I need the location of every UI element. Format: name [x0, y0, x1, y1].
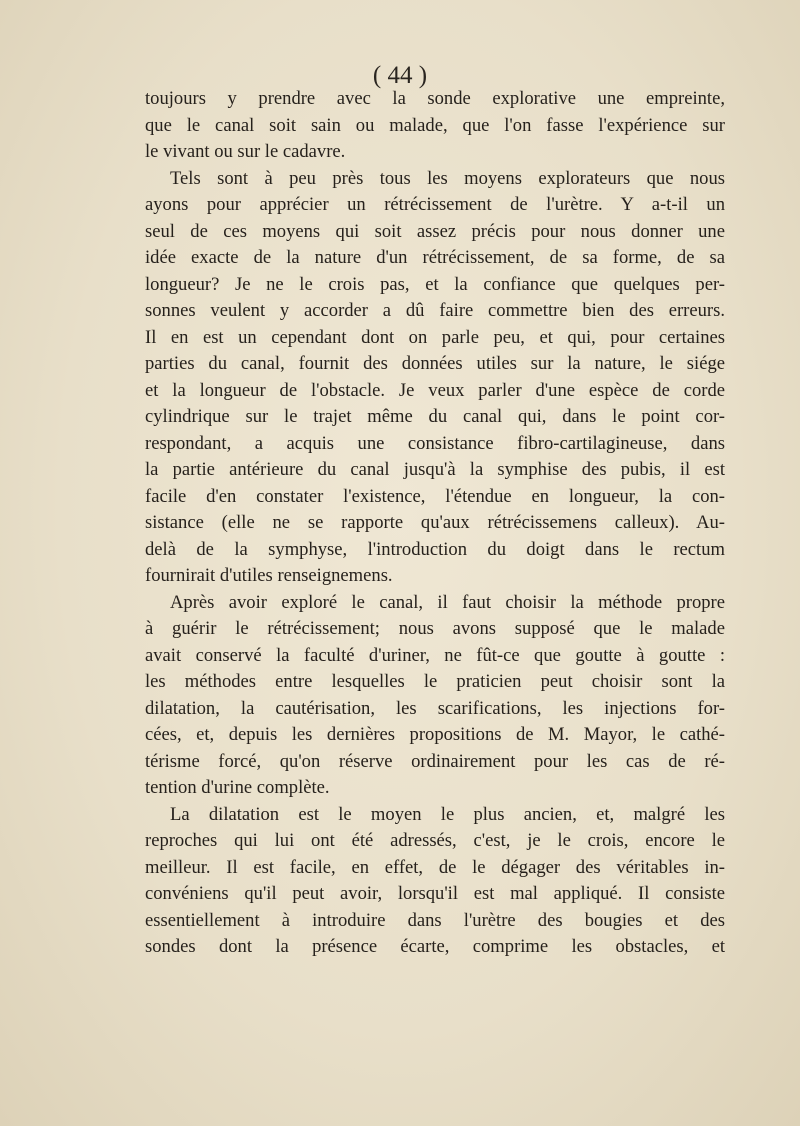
body-text — [145, 86, 725, 961]
text-line: sonnes veulent y accorder a dû faire commettre bien des erreurs. — [145, 300, 725, 321]
text-line: delà de la symphyse, l'introduction du doigt dans le rectum — [145, 538, 725, 560]
text-line: térisme forcé, qu'on réserve ordinairement pour les cas de ré- — [145, 750, 725, 772]
text-line: toujours y prendre avec la sonde explorative une empreinte, — [145, 88, 725, 109]
text-line: essentiellement à introduire dans l'urètre des bougies et des — [145, 909, 725, 931]
text-line: le vivant ou sur le cadavre. — [145, 141, 346, 162]
text-line: cylindrique sur le trajet même du canal qui, dans le point cor- — [145, 406, 725, 427]
text-line: longueur? Je ne le crois pas, et la confiance que quelques per- — [145, 273, 725, 295]
text-line: sistance (elle ne se rapporte qu'aux rétrécissemens calleux). Au- — [145, 512, 725, 533]
text-line: parties du canal, fournit des données utiles sur la nature, le siége — [145, 353, 725, 374]
text-line: reproches qui lui ont été adressés, c'est, je le crois, encore le — [145, 830, 725, 851]
text-line: les méthodes entre lesquelles le praticien peut choisir sont la — [145, 671, 725, 692]
text-line: facile d'en constater l'existence, l'étendue en longueur, la con- — [145, 485, 725, 507]
text-line: Il en est un cependant dont on parle peu, et qui, pour certaines — [145, 326, 725, 348]
text-line: fournirait d'utiles renseignemens. — [145, 565, 393, 586]
text-line: cées, et, depuis les dernières propositions de M. Mayor, le cathé- — [145, 724, 725, 745]
text-line: que le canal soit sain ou malade, que l'on fasse l'expérience sur — [145, 114, 725, 136]
text-line: avait conservé la faculté d'uriner, ne fût-ce que goutte à goutte : — [145, 644, 725, 666]
paragraph-start-line: Tels sont à peu près tous les moyens explorateurs que nous — [170, 167, 725, 189]
text-line: et la longueur de l'obstacle. Je veux parler d'une espèce de corde — [145, 379, 725, 401]
paragraph-start-line: La dilatation est le moyen le plus ancien, et, malgré les — [170, 803, 725, 825]
text-line: tention d'urine complète. — [145, 777, 330, 798]
text-line: à guérir le rétrécissement; nous avons supposé que le malade — [145, 618, 725, 639]
page-number: ( 44 ) — [372, 62, 428, 89]
text-line: ayons pour apprécier un rétrécissement de l'urètre. Y a-t-il un — [145, 194, 725, 215]
text-line: la partie antérieure du canal jusqu'à la symphise des pubis, il est — [145, 459, 725, 480]
text-line: idée exacte de la nature d'un rétrécissement, de sa forme, de sa — [145, 247, 725, 268]
text-line: meilleur. Il est facile, en effet, de le dégager des véritables in- — [145, 856, 725, 878]
paragraph-start-line: Après avoir exploré le canal, il faut choisir la méthode propre — [170, 591, 725, 613]
text-line: sondes dont la présence écarte, comprime les obstacles, et — [145, 936, 725, 957]
text-line: convéniens qu'il peut avoir, lorsqu'il est mal appliqué. Il consiste — [145, 883, 725, 904]
text-line: respondant, a acquis une consistance fibro-cartilagineuse, dans — [145, 432, 725, 454]
text-line: dilatation, la cautérisation, les scarifications, les injections for- — [145, 697, 725, 719]
text-line: seul de ces moyens qui soit assez précis pour nous donner une — [145, 220, 725, 242]
